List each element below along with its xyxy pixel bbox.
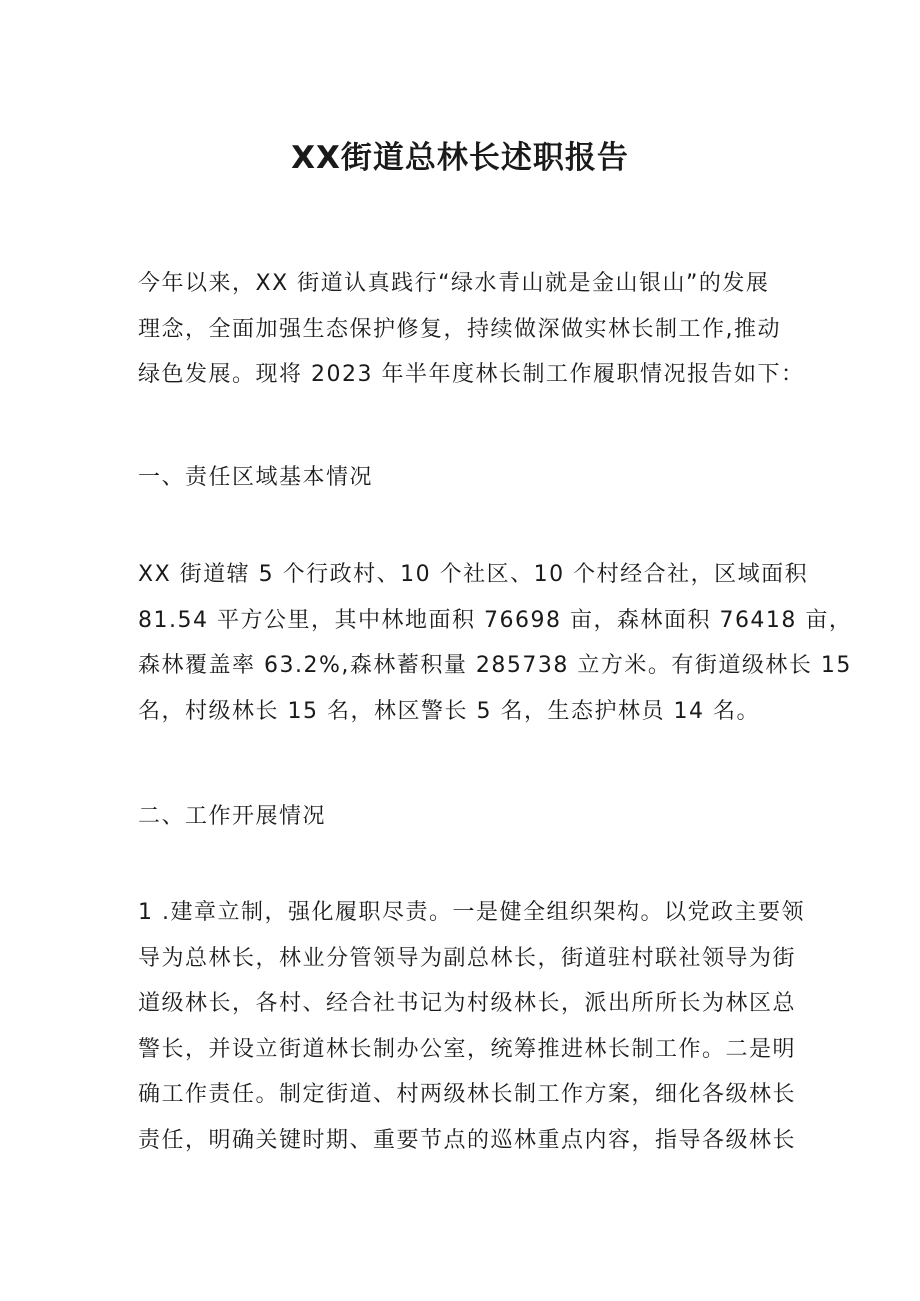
section-2-paragraph <box>138 890 805 1163</box>
intro-paragraph <box>138 261 805 398</box>
section-1-line: 81.54 平方公里，其中林地面积 76698 亩，森林面积 76418 亩， <box>138 607 853 633</box>
section-1-paragraph <box>138 552 853 734</box>
intro-line: 理念，全面加强生态保护修复，持续做深做实林长制工作,推动 <box>138 316 781 342</box>
section-2-heading: 二、工作开展情况 <box>138 804 327 829</box>
intro-line: 今年以来，XX 街道认真践行“绿水青山就是金山银山”的发展 <box>138 271 770 296</box>
section-2-line: 道级林长，各村、经合社书记为村级林长，派出所所长为林区总 <box>138 991 797 1016</box>
section-2-line: 责任，明确关键时期、重要节点的巡林重点内容，指导各级林长 <box>138 1127 797 1153</box>
section-2-line: 1 .建章立制，强化履职尽责。一是健全组织架构。以党政主要领 <box>138 900 805 925</box>
section-1-heading: 一、责任区域基本情况 <box>138 465 374 490</box>
section-1-line: 森林覆盖率 63.2%,森林蓄积量 285738 立方米。有街道级林长 15 <box>138 653 852 678</box>
intro-line: 绿色发展。现将 2023 年半年度林长制工作履职情况报告如下： <box>138 362 805 387</box>
section-2-line: 警长，并设立街道林长制办公室，统筹推进林长制工作。二是明 <box>138 1036 797 1062</box>
document-title: XX街道总林长述职报告 <box>291 140 629 176</box>
section-2-line: 确工作责任。制定街道、村两级林长制工作方案，细化各级林长 <box>138 1082 797 1107</box>
section-2-line: 导为总林长，林业分管领导为副总林长，街道驻村联社领导为街 <box>138 945 797 971</box>
section-1-line: 名，村级林长 15 名，林区警长 5 名，生态护林员 14 名。 <box>138 698 760 724</box>
section-1-line: XX 街道辖 5 个行政村、10 个社区、10 个村经合社，区域面积 <box>138 562 809 587</box>
